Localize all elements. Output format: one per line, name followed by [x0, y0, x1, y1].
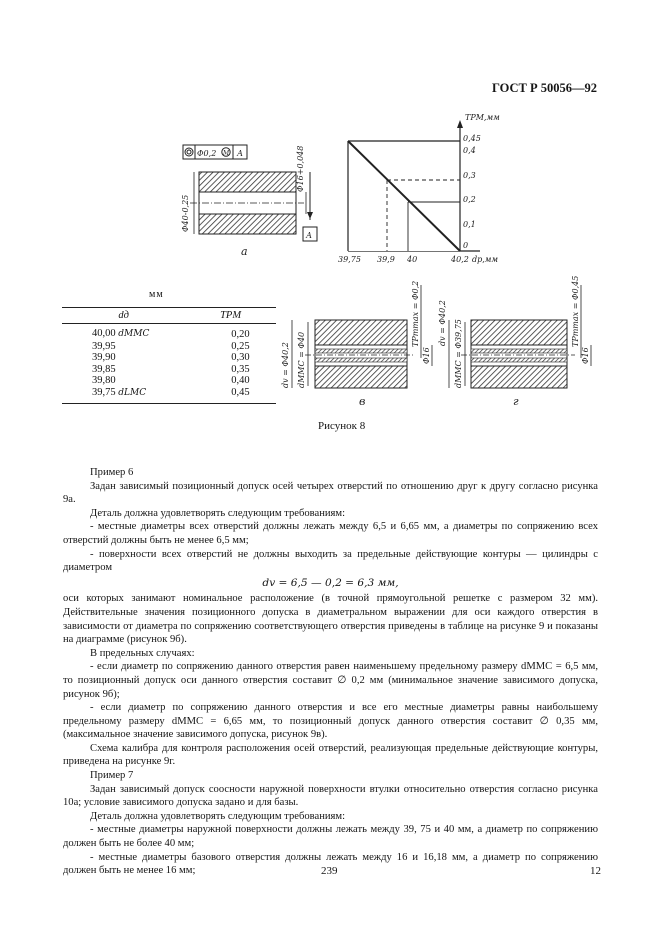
diagram-x-ticks — [338, 255, 469, 264]
paragraph: - если диаметр по сопряжению данного отверстия и все его местные диаметры равны наибольшему предельному размеру dMMC = 6,65 мм, то позиционный допуск данного отверстия составит ∅ 0,35 мм, (максимальное значение зависимого допуска, рисунок 9в). — [63, 702, 598, 741]
table-row — [62, 364, 276, 376]
section-upper-wall — [199, 172, 296, 192]
example-6-heading: Пример 6 — [90, 467, 134, 478]
cell-diameter: 39,85 — [92, 363, 116, 375]
cell-tolerance: 0,35 — [231, 363, 250, 375]
diagram-y-ticks — [463, 134, 481, 250]
tolerance-frame — [183, 145, 247, 159]
dim-g-bore: Φ16 — [581, 347, 590, 364]
section-lower-wall — [199, 214, 296, 234]
tolerance-diagram — [338, 113, 500, 264]
paragraph: Схема калибра для контроля расположения осей отверстий, реализующая предельные действующие контуры, приведена на рисунке 9г. — [63, 742, 598, 768]
frame-mmc-symbol: М — [223, 150, 230, 157]
y-tick-045: 0,45 — [463, 134, 481, 143]
dim-v-dv: dv = Φ40,2 — [281, 342, 290, 388]
paragraph: - поверхности всех отверстий не должны выходить за предельные действующие контуры — цилиндры с диаметром — [63, 548, 598, 574]
paragraph: Деталь должна удовлетворять следующим требованиям: — [90, 507, 346, 519]
cell-diameter: 39,80 — [92, 375, 116, 386]
panel-label-a: а — [241, 245, 248, 258]
x-tick-402: 40,2 — [451, 255, 469, 264]
paragraph: - местные диаметры наружной поверхности должны лежать между 39, 75 и 40 мм, а диаметр по сопряжению должен быть не более 40 мм; — [63, 824, 598, 850]
formula: dv = 6,5 — 0,2 = 6,3 мм, — [262, 576, 399, 589]
y-tick-02: 0,2 — [463, 195, 476, 204]
dim-v-dmmc: dMMC = Φ40 — [297, 331, 306, 388]
example-7-heading: Пример 7 — [90, 770, 134, 782]
paragraph: Задан зависимый позиционный допуск осей четырех отверстий по отношению друг к другу согласно рисунка 9а. — [63, 480, 598, 506]
paragraph: Задан зависимый допуск соосности наружной поверхности втулки относительно отверстия согласно рисунка 10а; условие зависимого допуска задано и для базы. — [63, 783, 598, 809]
y-tick-03: 0,3 — [463, 171, 476, 180]
cell-tolerance: 0,25 — [231, 340, 250, 352]
paragraph: В предельных случаях: — [90, 647, 195, 659]
panel-v — [281, 281, 432, 408]
cell-tolerance: 0,40 — [231, 375, 250, 386]
table-row — [62, 341, 276, 353]
table-row — [62, 387, 276, 404]
table-unit: мм — [149, 289, 164, 300]
datum-label: А — [306, 231, 313, 240]
dim-v-bore: Φ16 — [422, 347, 431, 364]
table-row — [62, 324, 276, 341]
cell-diameter: 39,95 — [92, 340, 116, 352]
panel-a — [181, 145, 317, 258]
dim-g-dv: dv = Φ40,2 — [438, 300, 447, 346]
paragraph: - местные диаметры всех отверстий должны лежать между 6,5 и 6,65 мм, а диаметры по сопряжению всех отверстий должны быть не менее 6,5 мм; — [63, 521, 598, 546]
dim-outer-diameter: Φ40-0,25 — [181, 194, 190, 232]
figure-caption: Рисунок 8 — [318, 420, 366, 432]
cell-tolerance: 0,30 — [231, 352, 250, 363]
x-tick-40: 40 — [407, 255, 418, 264]
table-header-tp: TPМ — [185, 308, 276, 324]
cell-tolerance: 0,20 — [231, 328, 250, 340]
paragraph: - если диаметр по сопряжению данного отверстия равен наименьшему предельному размеру dMMC = 6,5 мм, то позиционный допуск оси данного отверстия составит ∅ 0,2 мм (минимальное значение зависимого допуска, рисунок 9б); — [63, 661, 598, 700]
cell-diameter: 40,00 dMMC — [92, 328, 150, 339]
diagram-y-title: TPM,мм — [465, 113, 500, 122]
panel-label-v: в — [359, 395, 366, 408]
cell-diameter: 39,75 dLMC — [62, 387, 185, 404]
dim-g-dmmc: dMMC = Φ39,75 — [454, 319, 463, 388]
table-row — [62, 352, 276, 364]
paragraph: - местные диаметры базового отверстия должны лежать между 16 и 16,18 мм, а диаметр по сопряжению должен быть не менее 16 мм; — [63, 851, 598, 877]
frame-datum: А — [237, 149, 244, 158]
dim-v-tp: TPmmax = Φ0,2 — [411, 280, 420, 347]
cell-diameter: 39,90 — [92, 352, 116, 363]
paragraph: Деталь должна удовлетворять следующим требованиям: — [90, 810, 346, 822]
body-text — [63, 466, 598, 878]
paragraph: оси которых занимают номинальное расположение (в точной прямоугольной решетке с размером 32 мм). Действительные значения позиционного допуска в диаметральном выражении для оси каждого отверстия в зависимости от диаметра по сопряжению соответствующего отверстия приведены в таблице на рисунке 9 и показаны на диаграмме (рисунок 9б). — [63, 593, 598, 646]
y-tick-01: 0,1 — [463, 220, 476, 229]
page-number: 239 — [321, 865, 338, 877]
cell-tolerance: 0,45 — [185, 387, 276, 404]
diagram-x-title: dp,мм — [472, 255, 499, 264]
table-header-d: dд — [62, 308, 185, 324]
dim-g-tp: TPmmax = Φ0,45 — [571, 275, 580, 347]
panel-label-g: г — [513, 395, 519, 408]
x-tick-399: 39,9 — [377, 255, 395, 264]
document-code: ГОСТ Р 50056—92 — [491, 81, 597, 95]
sheet-number: 12 — [590, 865, 601, 877]
x-tick-3975: 39,75 — [338, 255, 361, 264]
y-tick-04: 0,4 — [463, 146, 476, 155]
dim-bore-diameter: Φ16+0,048 — [296, 145, 305, 192]
frame-tolerance-value: Φ0,2 — [197, 149, 217, 158]
y-tick-0: 0 — [463, 241, 469, 250]
table-row — [62, 375, 276, 387]
tolerance-table — [62, 307, 276, 404]
panel-g — [438, 276, 591, 408]
